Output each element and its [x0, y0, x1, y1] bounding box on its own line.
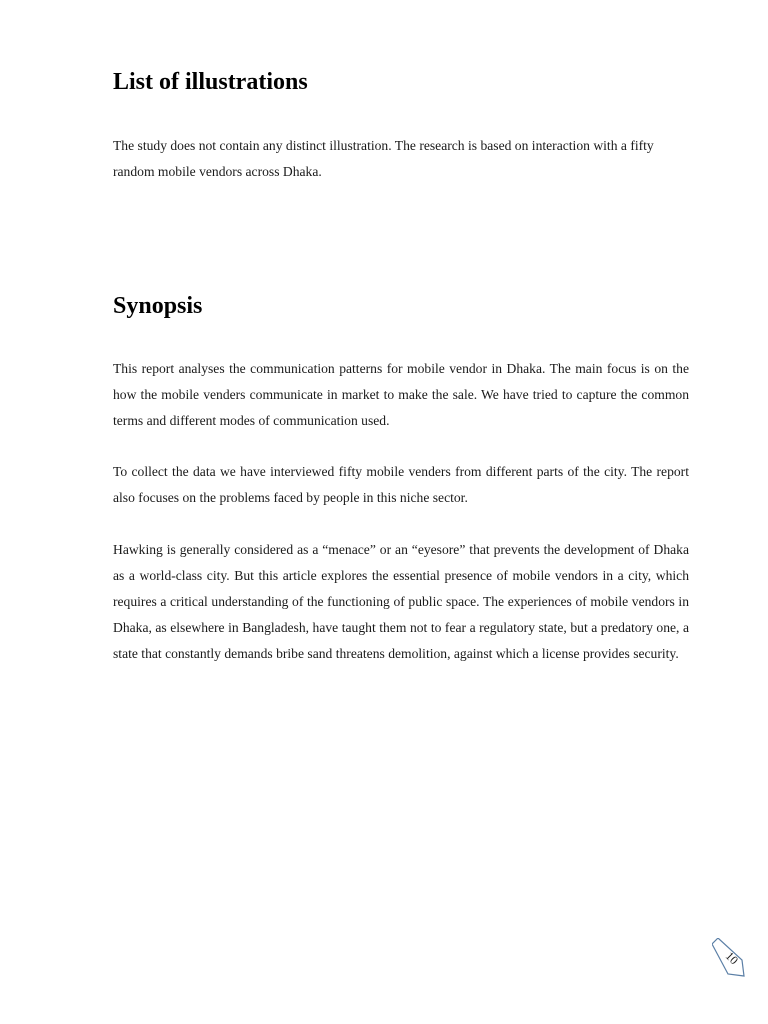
- illustrations-paragraph: The study does not contain any distinct illustration. The research is based on interaction with a fifty random mobile vendors across Dhaka.: [113, 138, 654, 179]
- synopsis-paragraph-1: This report analyses the communication patterns for mobile vendor in Dhaka. The main focus is on the how the mobile venders communicate in market to make the sale. We have tried to capture the common terms and different modes of communication used.: [113, 361, 689, 428]
- synopsis-paragraph-2: To collect the data we have interviewed fifty mobile venders from different parts of the city. The report also focuses on the problems faced by people in this niche sector.: [113, 464, 689, 505]
- page-number: 10: [722, 948, 742, 968]
- section-heading-list-of-illustrations: List of illustrations: [113, 69, 308, 95]
- section-heading-synopsis: Synopsis: [113, 293, 203, 319]
- synopsis-paragraph-3: Hawking is generally considered as a “menace” or an “eyesore” that prevents the development of Dhaka as a world-class city. But this article explores the essential presence of mobile vendors in a city, which requires a critical understanding of the functioning of public space. The experiences of mobile vendors in Dhaka, as elsewhere in Bangladesh, have taught them not to fear a regulatory state, but a predatory one, a state that constantly demands bribe sand threatens demolition, against which a license provides security.: [113, 542, 689, 661]
- page-number-badge: [712, 938, 752, 978]
